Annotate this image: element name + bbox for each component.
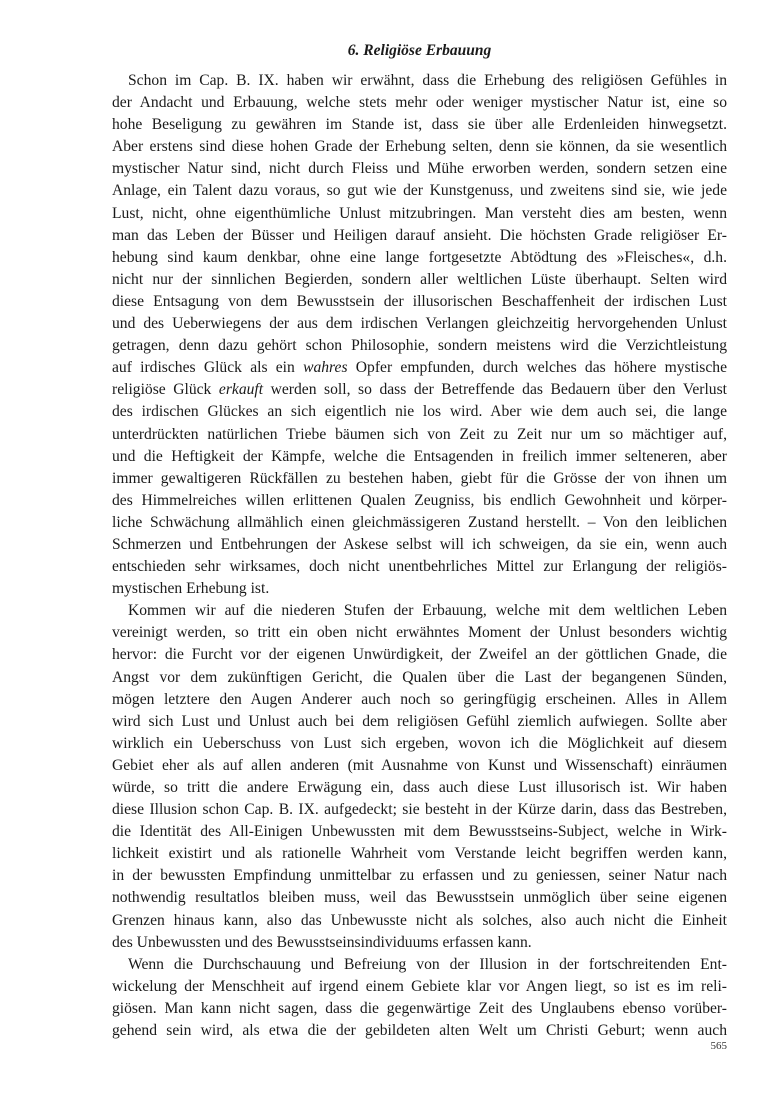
text-line: gehend sein wird, als etwa die der gebildeten alten Welt um Christi Geburt; wenn auch [112,1022,727,1040]
text-line: würde, so tritt die andere Erwägung ein, dass auch diese Lust illusorisch ist. Wir haben [112,779,727,796]
section-heading: 6. Religiöse Erbauung [347,42,492,59]
text-line: immer gewaltigeren Rückfällen zu bestehen haben, giebt für die Grösse der von ihnen um [112,469,727,487]
text-line: lichkeit existirt und als rationelle Wahrheit vom Verstande leicht begriffen werden kann, [112,845,727,863]
text-line: getragen, denn dazu gehört schon Philosophie, sondern meistens wird die Verzichtleistung [112,337,727,355]
text-line: Wenn die Durchschauung und Befreiung von der Illusion in der fortschreitenden Ent- [128,955,727,973]
text-line: diese Illusion schon Cap. B. IX. aufgedeckt; sie besteht in der Kürze darin, dass das Bestreben, [112,801,727,819]
text-line: unterdrückten natürlichen Triebe bäumen sich von Zeit zu Zeit nur um so mächtiger auf, [112,425,727,443]
text-line: giösen. Man kann nicht sagen, dass die gegenwärtige Zeit des Unglaubens ebenso vorüber- [112,999,727,1017]
text-line: Grenzen hinaus kann, also das Unbewusste nicht als solches, also auch nicht die Einheit [112,911,727,929]
text-line: hervor: die Furcht vor der eigenen Unwürdigkeit, der Zweifel an der göttlichen Gnade, die [112,646,727,664]
text-line: auf irdisches Glück als ein wahres Opfer empfunden, durch welches das höhere mystische [112,359,727,377]
text-line: mögen letztere den Augen Anderer auch noch so geringfügig erscheinen. Alles in Allem [112,690,727,708]
text-line: nothwendig resultatlos bleiben muss, weil das Bewusstsein unmöglich über seine eigenen [112,889,727,907]
book-page [112,40,727,1042]
text-line: mystischen Erhebung ist. [112,580,270,598]
text-line: Kommen wir auf die niederen Stufen der Erbauung, welche mit dem weltlichen Leben [128,602,727,620]
text-line: Aber erstens sind diese hohen Grade der Erhebung selten, denn sie können, da sie wesentlich [112,138,727,156]
text-line: in der bewussten Empfindung unmittelbar zu erfassen und zu geniessen, seiner Natur nach [112,867,727,885]
text-line: wirklich ein Ueberschuss von Lust sich ergeben, wovon ich die Möglichkeit auf diesem [112,734,727,752]
text-line: der Andacht und Erbauung, welche stets mehr oder weniger mystischer Natur ist, eine so [112,94,727,112]
text-line: hohe Beseligung zu gewähren im Stande ist, dass sie über alle Erdenleiden hinwegsetzt. [112,116,727,134]
text-line: entschieden sehr wirksames, doch nicht unentbehrliches Mittel zur Erlangung der religiös- [112,558,727,576]
text-line: diese Entsagung von dem Bewusstsein der illusorischen Beschaffenheit der irdischen Lust [112,292,727,310]
text-line: mystischer Natur sind, nicht durch Fleiss und Mühe erworben werden, sondern setzen eine [112,160,727,178]
text-line: und des Ueberwiegens der aus dem irdischen Verlangen gleichzeitig hervorgehenden Unlust [112,315,727,333]
text-line: hebung sind kaum denkbar, ohne eine lange fortgesetzte Abtödtung des »Fleisches«, d.h. [112,248,727,266]
text-line: nicht nur der sinnlichen Begierden, sondern aller weltlichen Lüste überhaupt. Selten wird [112,270,727,288]
text-line: Gebiet eher als auf allen anderen (mit Ausnahme von Kunst und Wissenschaft) einräumen [112,756,727,774]
page-number: 565 [710,1040,727,1052]
text-line: des irdischen Glückes an sich eigentlich nie los wird. Aber wie dem auch sei, die lange [112,403,727,421]
paragraph [112,954,727,1042]
paragraph [112,70,727,600]
text-line: man das Leben der Büsser und Heiligen darauf ansieht. Die höchsten Grade religiöser Er- [112,226,727,244]
text-line: wickelung der Menschheit auf irgend einem Gebiete klar vor Angen liegt, so ist es im reli- [112,977,727,995]
text-line: Schon im Cap. B. IX. haben wir erwähnt, dass die Erhebung des religiösen Gefühles in [128,72,727,89]
paragraph [112,600,727,954]
text-line: Schmerzen und Entbehrungen der Askese selbst will ich schweigen, da sie ein, wenn auch [112,535,727,553]
text-line: des Unbewussten und des Bewusstseinsindividuums erfassen kann. [112,933,532,951]
text-line: und die Heftigkeit der Kämpfe, welche die Entsagenden in freilich immer selteneren, aber [112,447,727,465]
text-line: die Identität des All-Einigen Unbewussten mit dem Bewusstseins-Subject, welche in Wirk- [112,823,727,841]
text-line: liche Schwächung allmählich einen gleichmässigeren Zustand herstellt. – Von den leiblichen [112,513,727,531]
text-line: Angst vor dem zukünftigen Gericht, die Qualen über die Last der begangenen Sünden, [112,668,727,686]
text-line: vereinigt werden, so tritt ein oben nicht erwähntes Moment der Unlust besonders wichtig [112,624,727,642]
text-line: des Himmelreiches willen erlittenen Qualen Zeugniss, bis endlich Gewohnheit und körper- [112,491,727,509]
text-line: religiöse Glück erkauft werden soll, so dass der Betreffende das Bedauern über den Verlust [112,381,727,399]
text-line: wird sich Lust und Unlust auch bei dem religiösen Gefühl ziemlich aufwiegen. Sollte aber [112,712,727,730]
text-line: Anlage, ein Talent dazu voraus, so gut wie der Kunstgenuss, und zweitens sind sie, wie jede [112,182,727,200]
text-line: Lust, nicht, ohne eigenthümliche Unlust mitzubringen. Man versteht dies am besten, wenn [112,204,727,222]
body-text [112,70,727,1042]
